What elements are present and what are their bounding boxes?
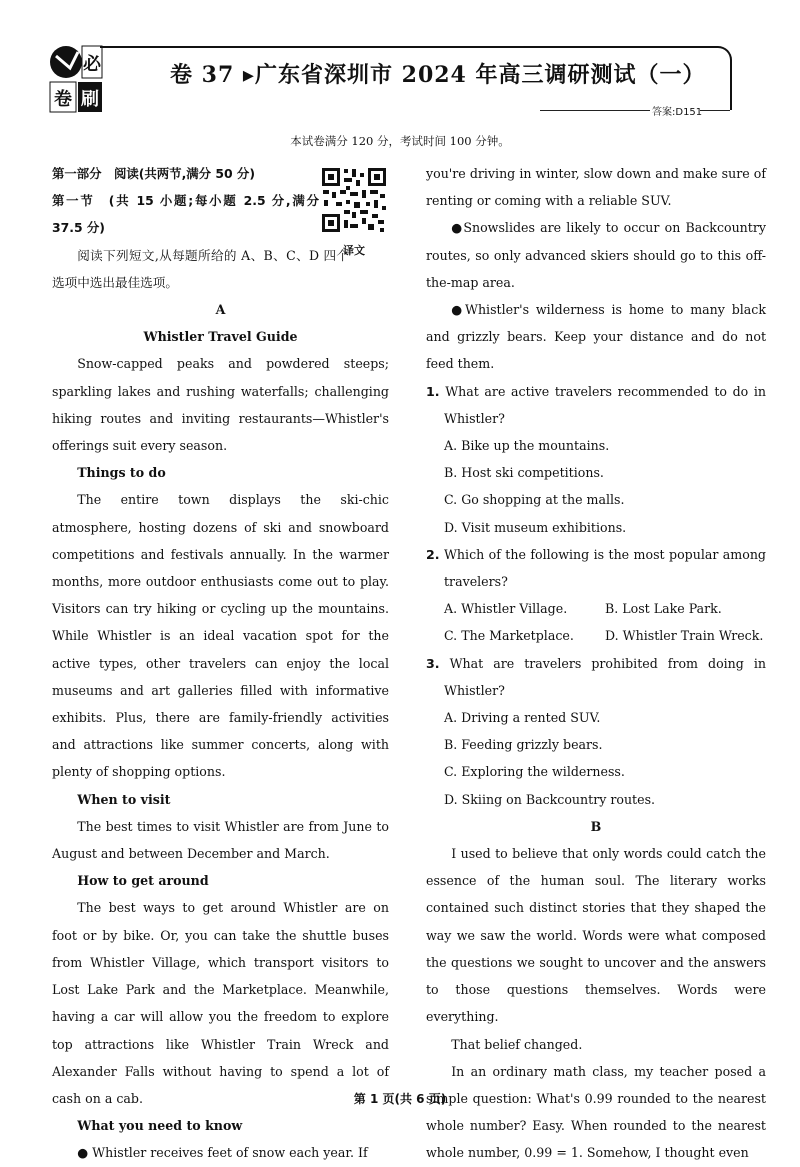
question-3-number: 3. bbox=[426, 655, 440, 671]
bullet-snowslides: ●Snowslides are likely to occur on Backcountry routes, so only advanced skiers should go to this off-the-map area. bbox=[426, 220, 766, 290]
q3-option-d[interactable]: D. Skiing on Backcountry routes. bbox=[444, 791, 656, 807]
logo-char-1: 必 bbox=[83, 54, 101, 75]
bullet-bears: ●Whistler's wilderness is home to many black and grizzly bears. Keep your distance and do not feed them. bbox=[426, 302, 766, 372]
paragraph-get-around: The best ways to get around Whistler are on foot or by bike. Or, you can take the shuttle buses from Whistler Village, which transport visitors to Lost Lake Park and the Marketplace. Meanwhile, having a car will allow you the freedom to explore top attractions like Whistler Train Wreck and Alexander Falls without having to spend a lot of cash on a cab. bbox=[52, 900, 389, 1106]
instructions: 阅读下列短文,从每题所给的 A、B、C、D 四个选项中选出最佳选项。 bbox=[52, 247, 349, 290]
q3-option-a[interactable]: A. Driving a rented SUV. bbox=[444, 710, 601, 726]
q2-options-row-1 bbox=[426, 595, 766, 622]
answer-line-right bbox=[700, 110, 730, 111]
exam-subtitle: 本试卷满分 120 分，考试时间 100 分钟。 bbox=[290, 134, 510, 148]
logo-char-2: 卷 bbox=[54, 89, 72, 110]
answer-code: 答案:D151 bbox=[652, 107, 703, 118]
q2-option-c[interactable]: C. The Marketplace. bbox=[444, 628, 574, 644]
paragraph-things-to-do: The entire town displays the ski-chic atmosphere, hosting dozens of ski and snowboard competitions and festivals annually. In the warmer months, more outdoor enthusiasts come out to play. Visitors can try hiking or cycling up the mountains. While Whistler is an ideal vacation spot for the active types, other travelers can enjoy the local museums and art galleries filled with informative exhibits. Plus, there are family-friendly activities and attractions like summer concerts, along with plenty of shopping options. bbox=[52, 492, 389, 780]
passage-letter-b: B bbox=[590, 818, 602, 834]
question-2-number: 2. bbox=[426, 546, 440, 562]
page-title: 卷 37 ▸广东省深圳市 2024 年高三调研测试（一） bbox=[170, 62, 706, 88]
q2-option-d[interactable]: D. Whistler Train Wreck. bbox=[605, 628, 764, 644]
q1-option-a[interactable]: A. Bike up the mountains. bbox=[444, 438, 610, 454]
right-column bbox=[426, 160, 766, 1167]
question-1 bbox=[426, 378, 766, 432]
passage-letter-a: A bbox=[215, 302, 226, 318]
part-heading: 第一部分 阅读(共两节,满分 50 分) bbox=[52, 166, 255, 181]
bullet-snow-start: ● Whistler receives feet of snow each year. If bbox=[77, 1145, 368, 1161]
question-3 bbox=[426, 650, 766, 704]
question-1-number: 1. bbox=[426, 383, 440, 399]
passage-b-paragraph-1: I used to believe that only words could catch the essence of the human soul. The literary works contained such distinct stories that they shaped the way we saw the world. Words were what composed the questions we sought to uncover and the answers to those questions themselves. Words were everything. bbox=[426, 846, 766, 1025]
q3-option-c[interactable]: C. Exploring the wilderness. bbox=[444, 764, 625, 780]
paragraph-when-to-visit: The best times to visit Whistler are from June to August and between December and March. bbox=[52, 818, 389, 862]
qr-label: 译文 bbox=[343, 244, 365, 257]
question-2-text: Which of the following is the most popular among travelers? bbox=[443, 546, 766, 590]
passage-b-paragraph-2: That belief changed. bbox=[451, 1036, 583, 1052]
page-footer: 第 1 页(共 6 页) bbox=[353, 1092, 447, 1106]
brand-logo bbox=[48, 44, 104, 116]
heading-need-to-know: What you need to know bbox=[77, 1118, 243, 1134]
bullet-snow-end: you're driving in winter, slow down and make sure of renting or coming with a reliable SUV. bbox=[426, 166, 766, 209]
passage-title: Whistler Travel Guide bbox=[143, 329, 298, 345]
section-heading: 第一节 (共 15 小题;每小题 2.5 分,满分 37.5 分) bbox=[52, 193, 319, 236]
q1-option-c[interactable]: C. Go shopping at the malls. bbox=[444, 492, 625, 508]
answer-code-row bbox=[540, 103, 738, 117]
question-1-text: What are active travelers recommended to do in Whistler? bbox=[444, 383, 766, 426]
heading-when-to-visit: When to visit bbox=[77, 791, 171, 807]
logo-char-3: 刷 bbox=[81, 89, 99, 110]
question-3-text: What are travelers prohibited from doing in Whistler? bbox=[444, 655, 766, 698]
q3-option-b[interactable]: B. Feeding grizzly bears. bbox=[444, 737, 603, 753]
passage-intro: Snow-capped peaks and powdered steeps; sparkling lakes and rushing waterfalls; challenging hiking routes and inviting restaurants—Whistler's offerings suit every season. bbox=[52, 356, 389, 454]
answer-line-left bbox=[540, 110, 650, 111]
q2-option-a[interactable]: A. Whistler Village. bbox=[444, 601, 568, 617]
q1-option-d[interactable]: D. Visit museum exhibitions. bbox=[444, 519, 627, 535]
left-column bbox=[52, 160, 389, 1167]
heading-things-to-do: Things to do bbox=[77, 465, 166, 481]
heading-get-around: How to get around bbox=[77, 873, 209, 889]
question-2 bbox=[426, 541, 766, 595]
passage-b-paragraph-3: In an ordinary math class, my teacher posed a simple question: What's 0.99 rounded to the nearest whole number? Easy. When rounded to the nearest whole number, 0.99 = 1. Somehow, I thought even bbox=[426, 1063, 766, 1161]
q2-option-b[interactable]: B. Lost Lake Park. bbox=[605, 601, 722, 617]
q2-options-row-2 bbox=[426, 622, 766, 649]
q1-option-b[interactable]: B. Host ski competitions. bbox=[444, 465, 604, 481]
